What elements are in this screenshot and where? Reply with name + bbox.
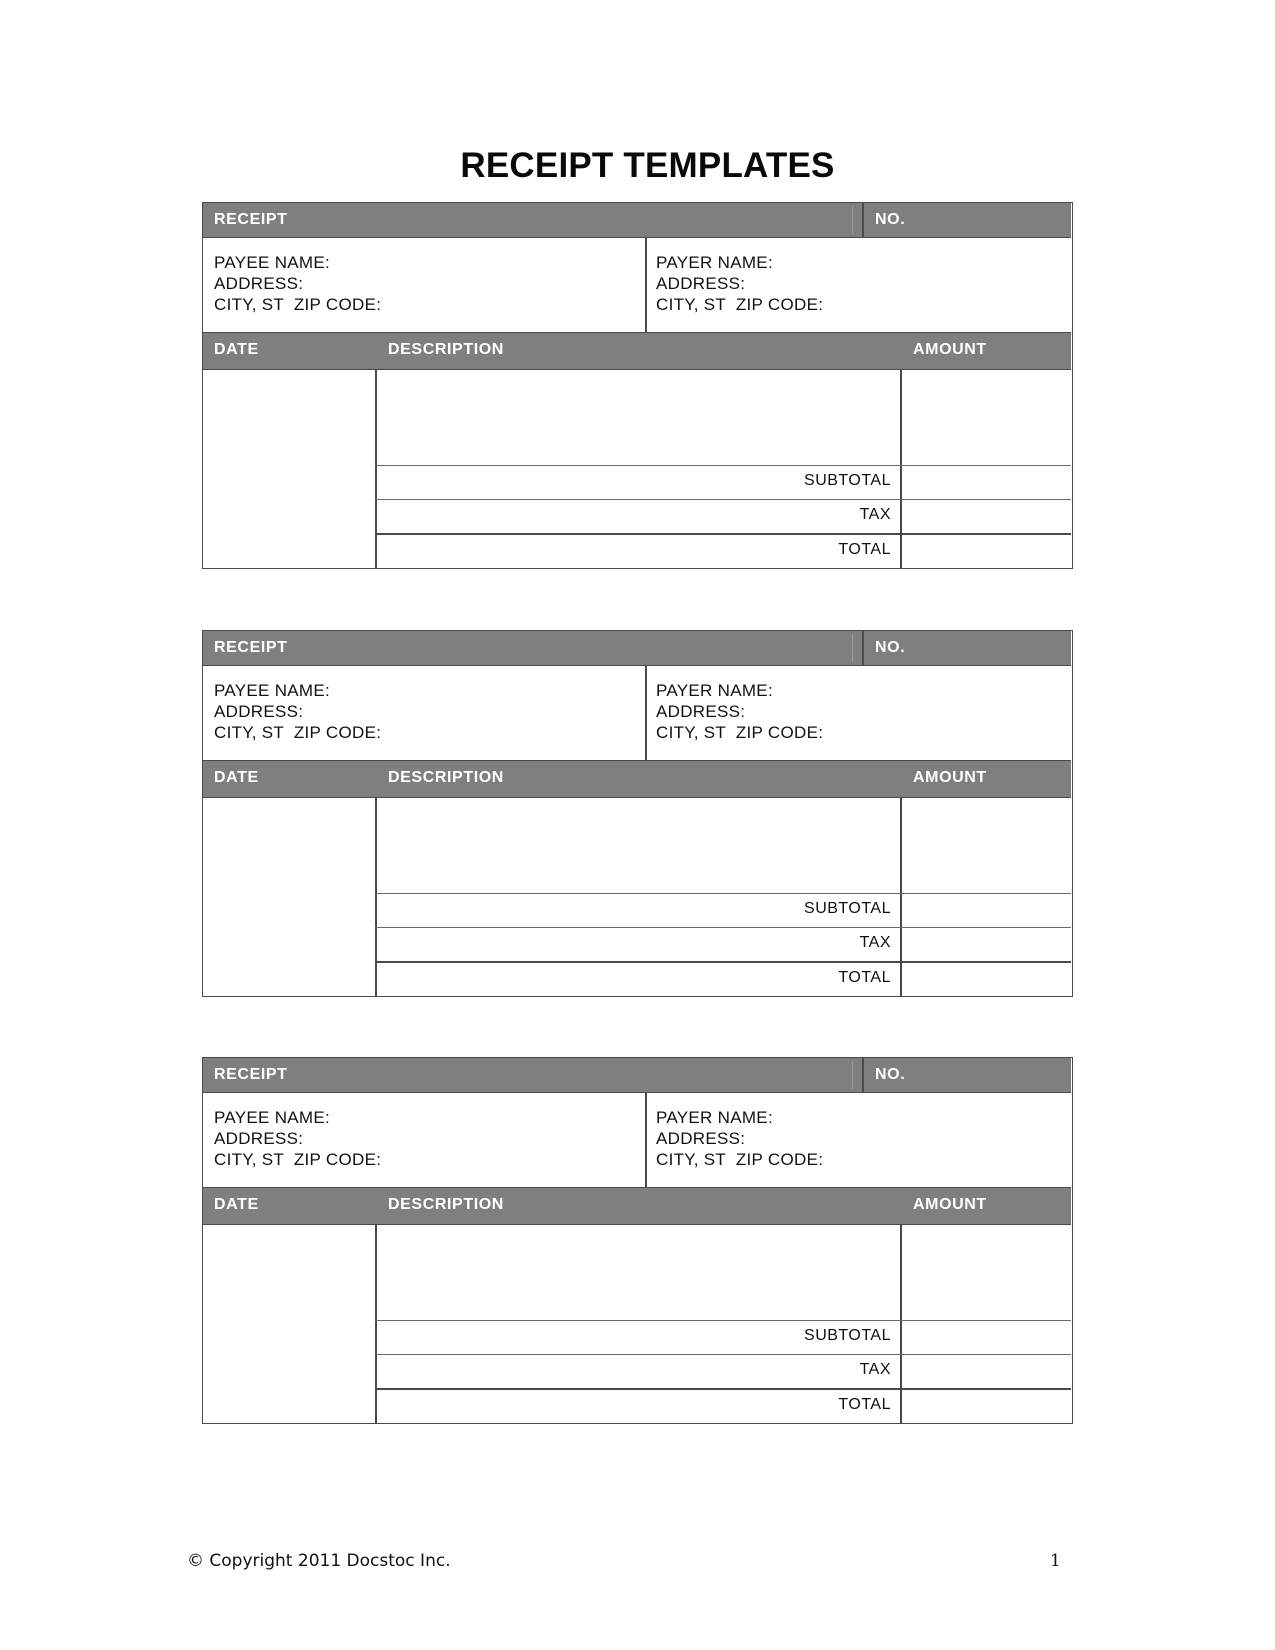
column-header-bar bbox=[203, 1187, 1071, 1225]
amount-column-line bbox=[900, 370, 902, 568]
subtotal-row-line bbox=[375, 465, 1071, 466]
receipt-number-label: NO. bbox=[875, 211, 906, 228]
receipt-form-1 bbox=[202, 202, 1073, 569]
payee-name-label: PAYEE NAME: bbox=[214, 253, 331, 272]
party-divider bbox=[645, 1093, 647, 1187]
date-column-header: DATE bbox=[214, 341, 259, 358]
receipt-label: RECEIPT bbox=[214, 211, 288, 228]
subtotal-label: SUBTOTAL bbox=[804, 472, 891, 489]
amount-column-header: AMOUNT bbox=[913, 1196, 987, 1213]
receipt-number-label: NO. bbox=[875, 1066, 906, 1083]
payee-block bbox=[214, 238, 381, 332]
receipt-number-label: NO. bbox=[875, 639, 906, 656]
receipt-label: RECEIPT bbox=[214, 1066, 288, 1083]
date-column-line bbox=[375, 1225, 377, 1423]
subtotal-row-line bbox=[375, 1320, 1071, 1321]
tax-row-line bbox=[375, 927, 1071, 928]
description-column-header: DESCRIPTION bbox=[388, 769, 504, 786]
tax-row-line bbox=[375, 1354, 1071, 1355]
receipt-form-2 bbox=[202, 630, 1073, 997]
payer-name-label: PAYER NAME: bbox=[656, 681, 773, 700]
page-number: 1 bbox=[1050, 1551, 1061, 1571]
total-label: TOTAL bbox=[838, 541, 891, 558]
total-row-line bbox=[375, 533, 1071, 535]
header-divider-ghost bbox=[852, 1061, 853, 1089]
date-column-header: DATE bbox=[214, 1196, 259, 1213]
payer-address-label: ADDRESS: bbox=[656, 1129, 746, 1148]
payee-address-label: ADDRESS: bbox=[214, 1129, 304, 1148]
payee-city-label: CITY, ST ZIP CODE: bbox=[214, 1150, 382, 1169]
receipt-form-3 bbox=[202, 1057, 1073, 1424]
header-divider bbox=[862, 203, 864, 237]
total-label: TOTAL bbox=[838, 969, 891, 986]
payee-block bbox=[214, 666, 381, 760]
amount-column-header: AMOUNT bbox=[913, 341, 987, 358]
subtotal-row-line bbox=[375, 893, 1071, 894]
receipt-header-bar bbox=[203, 631, 1071, 666]
payee-block bbox=[214, 1093, 381, 1187]
payee-address-label: ADDRESS: bbox=[214, 702, 304, 721]
payer-block bbox=[656, 1093, 823, 1187]
amount-column-line bbox=[900, 1225, 902, 1423]
amount-column-line bbox=[900, 798, 902, 996]
payer-city-label: CITY, ST ZIP CODE: bbox=[656, 295, 824, 314]
tax-label: TAX bbox=[859, 1361, 891, 1378]
total-row-line bbox=[375, 961, 1071, 963]
description-column-header: DESCRIPTION bbox=[388, 1196, 504, 1213]
receipt-label: RECEIPT bbox=[214, 639, 288, 656]
header-divider bbox=[862, 1058, 864, 1092]
payer-address-label: ADDRESS: bbox=[656, 274, 746, 293]
payer-block bbox=[656, 238, 823, 332]
total-row-line bbox=[375, 1388, 1071, 1390]
party-divider bbox=[645, 238, 647, 332]
party-divider bbox=[645, 666, 647, 760]
payee-name-label: PAYEE NAME: bbox=[214, 1108, 331, 1127]
description-column-header: DESCRIPTION bbox=[388, 341, 504, 358]
payee-name-label: PAYEE NAME: bbox=[214, 681, 331, 700]
receipt-header-bar bbox=[203, 203, 1071, 238]
date-column-header: DATE bbox=[214, 769, 259, 786]
payee-address-label: ADDRESS: bbox=[214, 274, 304, 293]
amount-column-header: AMOUNT bbox=[913, 769, 987, 786]
payer-city-label: CITY, ST ZIP CODE: bbox=[656, 723, 824, 742]
header-divider bbox=[862, 631, 864, 665]
column-header-bar bbox=[203, 332, 1071, 370]
subtotal-label: SUBTOTAL bbox=[804, 1327, 891, 1344]
payer-city-label: CITY, ST ZIP CODE: bbox=[656, 1150, 824, 1169]
page-title: RECEIPT TEMPLATES bbox=[460, 146, 835, 185]
payee-city-label: CITY, ST ZIP CODE: bbox=[214, 295, 382, 314]
subtotal-label: SUBTOTAL bbox=[804, 900, 891, 917]
column-header-bar bbox=[203, 760, 1071, 798]
payer-address-label: ADDRESS: bbox=[656, 702, 746, 721]
payer-block bbox=[656, 666, 823, 760]
receipt-header-bar bbox=[203, 1058, 1071, 1093]
header-divider-ghost bbox=[852, 206, 853, 234]
total-label: TOTAL bbox=[838, 1396, 891, 1413]
copyright-notice: © Copyright 2011 Docstoc Inc. bbox=[187, 1551, 451, 1571]
payer-name-label: PAYER NAME: bbox=[656, 1108, 773, 1127]
date-column-line bbox=[375, 798, 377, 996]
payee-city-label: CITY, ST ZIP CODE: bbox=[214, 723, 382, 742]
tax-row-line bbox=[375, 499, 1071, 500]
date-column-line bbox=[375, 370, 377, 568]
tax-label: TAX bbox=[859, 934, 891, 951]
header-divider-ghost bbox=[852, 634, 853, 662]
tax-label: TAX bbox=[859, 506, 891, 523]
payer-name-label: PAYER NAME: bbox=[656, 253, 773, 272]
